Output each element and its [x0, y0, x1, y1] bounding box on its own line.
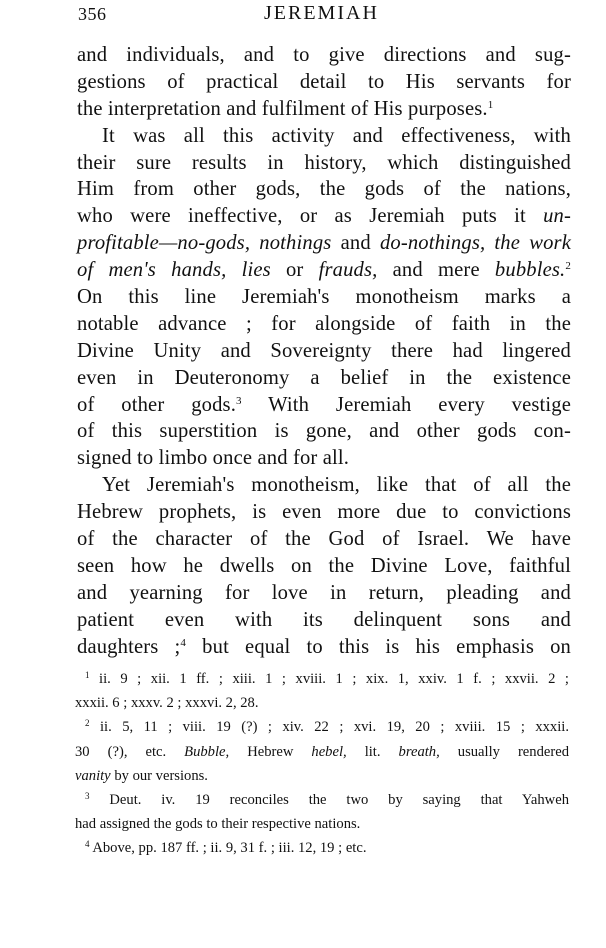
- running-title: JEREMIAH: [264, 2, 379, 24]
- text-run: With Jeremiah every vestige: [241, 393, 572, 416]
- footnote-line: [75, 812, 569, 836]
- text-line: [77, 607, 571, 634]
- text-line: [77, 553, 571, 580]
- text-run: of this superstition is gone, and other gods con-: [77, 420, 571, 443]
- footnote-line: [75, 667, 569, 691]
- text-run: notable advance ; for alongside of faith in the: [77, 312, 571, 335]
- text-run: and yearning for love in return, pleading and: [77, 581, 571, 604]
- text-line: [77, 230, 571, 257]
- text-run: and individuals, and to give directions and sug-: [77, 44, 571, 66]
- text-run: ii. 5, 11 ; viii. 19 (?) ; xiv. 22 ; xvi. 19, 20 ; xviii. 15 ; xxxii.: [89, 719, 569, 736]
- footnote-marker: 3: [236, 394, 242, 407]
- page-header: [78, 0, 573, 30]
- text-run: On this line Jeremiah's monotheism marks a: [77, 286, 571, 309]
- footnote: [75, 715, 569, 788]
- text-run: gestions of practical detail to His servants for: [77, 70, 571, 93]
- text-run: of the character of the God of Israel. We have: [77, 528, 571, 551]
- text-run: usually rendered: [439, 743, 569, 760]
- text-line: [77, 472, 571, 499]
- text-run: Yet Jeremiah's monotheism, like that of all the: [102, 474, 571, 497]
- text-run: and mere: [377, 259, 495, 282]
- footnote-line: [75, 764, 569, 788]
- text-line: [77, 42, 571, 69]
- text-run: Above, pp. 187 ff. ; ii. 9, 31 f. ; iii. 12, 19 ; etc.: [89, 840, 367, 857]
- text-line: [77, 418, 571, 445]
- italic-text: vanity: [75, 767, 111, 784]
- text-line: [77, 257, 571, 284]
- text-line: [77, 634, 571, 661]
- text-line: [77, 123, 571, 150]
- footnote: [75, 667, 569, 715]
- text-run: Deut. iv. 19 reconciles the two by saying that Yahweh: [89, 791, 569, 808]
- footnote-marker: 4: [180, 636, 187, 649]
- text-run: Hebrew prophets, is even more due to convictions: [77, 501, 571, 524]
- footnotes: [75, 667, 569, 861]
- text-line: [77, 69, 571, 96]
- italic-text: do-nothings, the work: [379, 232, 571, 255]
- text-run: 30 (?), etc.: [75, 743, 185, 760]
- text-line: [77, 203, 571, 230]
- text-line: [77, 580, 571, 607]
- text-line: [77, 96, 571, 123]
- text-run: had assigned the gods to their respective nations.: [75, 816, 361, 833]
- footnote-line: [75, 740, 569, 764]
- text-run: Him from other gods, the gods of the nations,: [77, 178, 571, 201]
- text-line: [77, 284, 571, 311]
- text-run: xxxii. 6 ; xxxv. 2 ; xxxvi. 2, 28.: [75, 695, 259, 712]
- footnote: [75, 788, 569, 836]
- footnote-marker: 3: [85, 790, 90, 801]
- italic-text: of men's hands, lies: [77, 259, 271, 282]
- footnote-line: [75, 836, 569, 860]
- text-line: [77, 176, 571, 203]
- text-line: [77, 150, 571, 177]
- footnote-line: [75, 788, 569, 812]
- text-run: who were ineffective, or as Jeremiah puts it: [77, 205, 544, 228]
- text-run: but equal to this is his emphasis on: [186, 635, 571, 658]
- text-line: [77, 392, 571, 419]
- text-run: Hebrew: [229, 743, 312, 760]
- text-run: It was all this activity and effectiveness, with: [102, 124, 571, 147]
- footnote-line: [75, 691, 569, 715]
- text-run: the interpretation and fulfilment of His purposes.: [77, 97, 488, 120]
- text-run: lit.: [346, 743, 399, 760]
- text-line: [77, 311, 571, 338]
- footnote-marker: 2: [565, 260, 571, 273]
- text-run: or: [270, 259, 319, 282]
- footnote-marker: 1: [487, 98, 494, 111]
- footnote-line: [75, 715, 569, 739]
- italic-text: breath,: [398, 743, 440, 760]
- text-run: Divine Unity and Sovereignty there had lingered: [77, 339, 571, 362]
- text-run: seen how he dwells on the Divine Love, faithful: [77, 554, 571, 577]
- footnote-marker: 4: [85, 839, 90, 850]
- text-run: of other gods.: [77, 393, 237, 416]
- text-run: daughters ;: [77, 635, 181, 658]
- footnote-marker: 2: [85, 718, 90, 729]
- text-run: even in Deuteronomy a belief in the existence: [77, 366, 571, 389]
- italic-text: bubbles.: [494, 259, 566, 282]
- italic-text: hebel,: [311, 743, 347, 760]
- text-run: and: [331, 232, 380, 255]
- text-line: [77, 338, 571, 365]
- footnote-marker: 1: [85, 670, 90, 680]
- text-run: by our versions.: [110, 767, 208, 784]
- italic-text: Bubble,: [184, 743, 230, 760]
- italic-text: un-: [543, 205, 571, 228]
- italic-text: frauds,: [318, 259, 378, 282]
- text-run: their sure results in history, which distinguished: [77, 151, 571, 174]
- text-run: ii. 9 ; xii. 1 ff. ; xiii. 1 ; xviii. 1 ; xix. 1, xxiv. 1 f. ; xxvii. 2 ;: [89, 671, 569, 687]
- text-run: signed to limbo once and for all.: [77, 447, 350, 470]
- text-line: [77, 499, 571, 526]
- page-number: 356: [78, 4, 107, 24]
- text-run: patient even with its delinquent sons and: [77, 608, 571, 631]
- text-line: [77, 365, 571, 392]
- footnote: [75, 836, 569, 860]
- body-text: [77, 42, 571, 660]
- text-line: [77, 445, 571, 472]
- italic-text: profitable—no-gods, nothings: [77, 232, 332, 255]
- text-line: [77, 526, 571, 553]
